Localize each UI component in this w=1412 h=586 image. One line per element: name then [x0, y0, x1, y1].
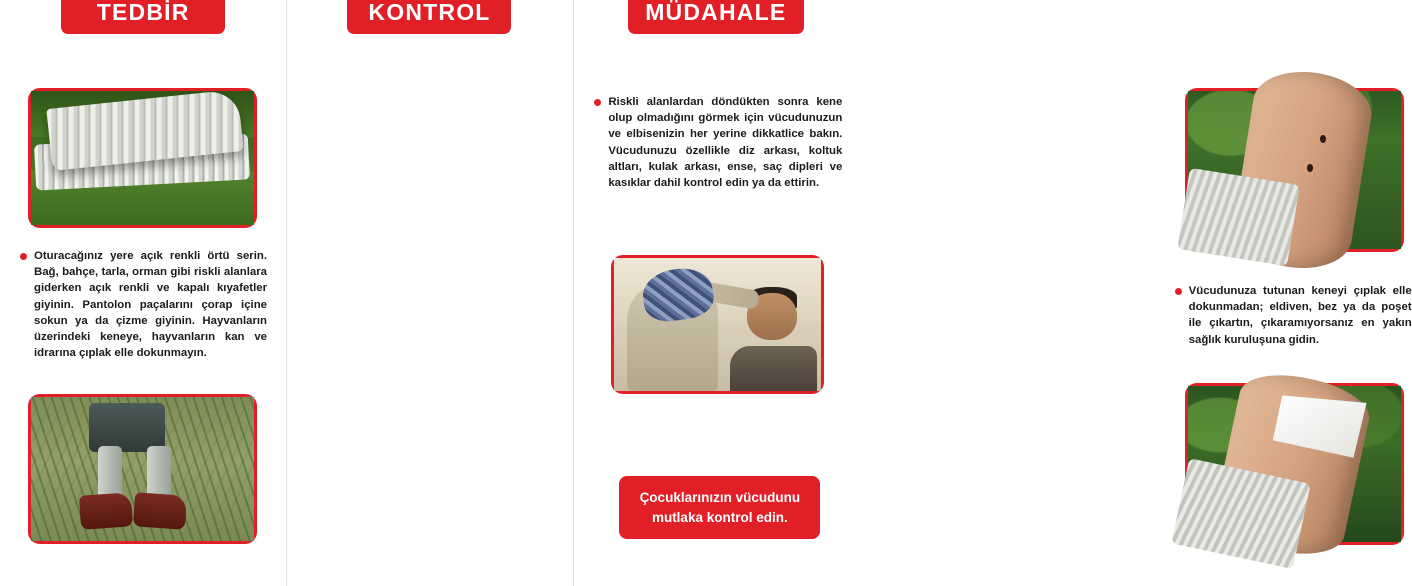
bullet-tedbir-1 [20, 248, 267, 361]
banner-wrap-mudahale [573, 0, 859, 34]
bullet-mudahale-1 [1175, 283, 1412, 348]
banner-tedbir: TEDBİR [61, 0, 225, 34]
tick-icon [1307, 164, 1313, 172]
bullet-dot-icon [20, 253, 27, 260]
photo-tick-on-arm-close-up [1185, 88, 1404, 252]
bullet-text-tedbir-1: Oturacağınız yere açık renkli örtü serin. Bağ, bahçe, tarla, orman gibi riskli alanlara giderken açık renkli ve kapalı kıyafetler giyinin. Pantolon paçalarını çorap içine sokun ya da çizme giyinin. Hayvanların üzerindeki keneye, hayvanların kan ve idrarına çıplak elle dokunmayın. [34, 250, 267, 360]
column-mudahale [573, 0, 1412, 586]
photo-boots-and-socks-in-tall-grass [28, 394, 257, 544]
photo-removing-tick-with-tissue [1185, 383, 1404, 545]
column-tedbir [0, 0, 286, 586]
banner-mudahale: MÜDAHALE [628, 0, 804, 34]
callout-kontrol: Çocuklarınızın vücudunu mutlaka kontrol edin. [619, 476, 820, 539]
bullet-dot-icon [1175, 288, 1182, 295]
banner-wrap-tedbir [0, 0, 286, 34]
banner-wrap-kontrol [286, 0, 572, 34]
tick-icon [1320, 135, 1326, 143]
bullet-text-mudahale-1: Vücudunuza tutunan keneyi çıplak elle dokunmadan; eldiven, bez ya da poşet ile çıkartın, çıkaramıyorsanız en yakın sağlık kuruluşuna gidin. [1188, 285, 1412, 346]
banner-kontrol: KONTROL [347, 0, 511, 34]
bullet-text-kontrol-1: Riskli alanlardan döndükten sonra kene olup olmadığını görmek için vücudunuzun ve elbisenizin her yerine dikkatlice bakın. Vücudunuzu özellikle diz arkası, koltuk altları, kulak arkası, ense, saç dipleri ve kasıklar dahil kontrol edin ya da ettirin. [608, 96, 843, 189]
photo-light-colored-blanket-on-grass [28, 88, 257, 228]
